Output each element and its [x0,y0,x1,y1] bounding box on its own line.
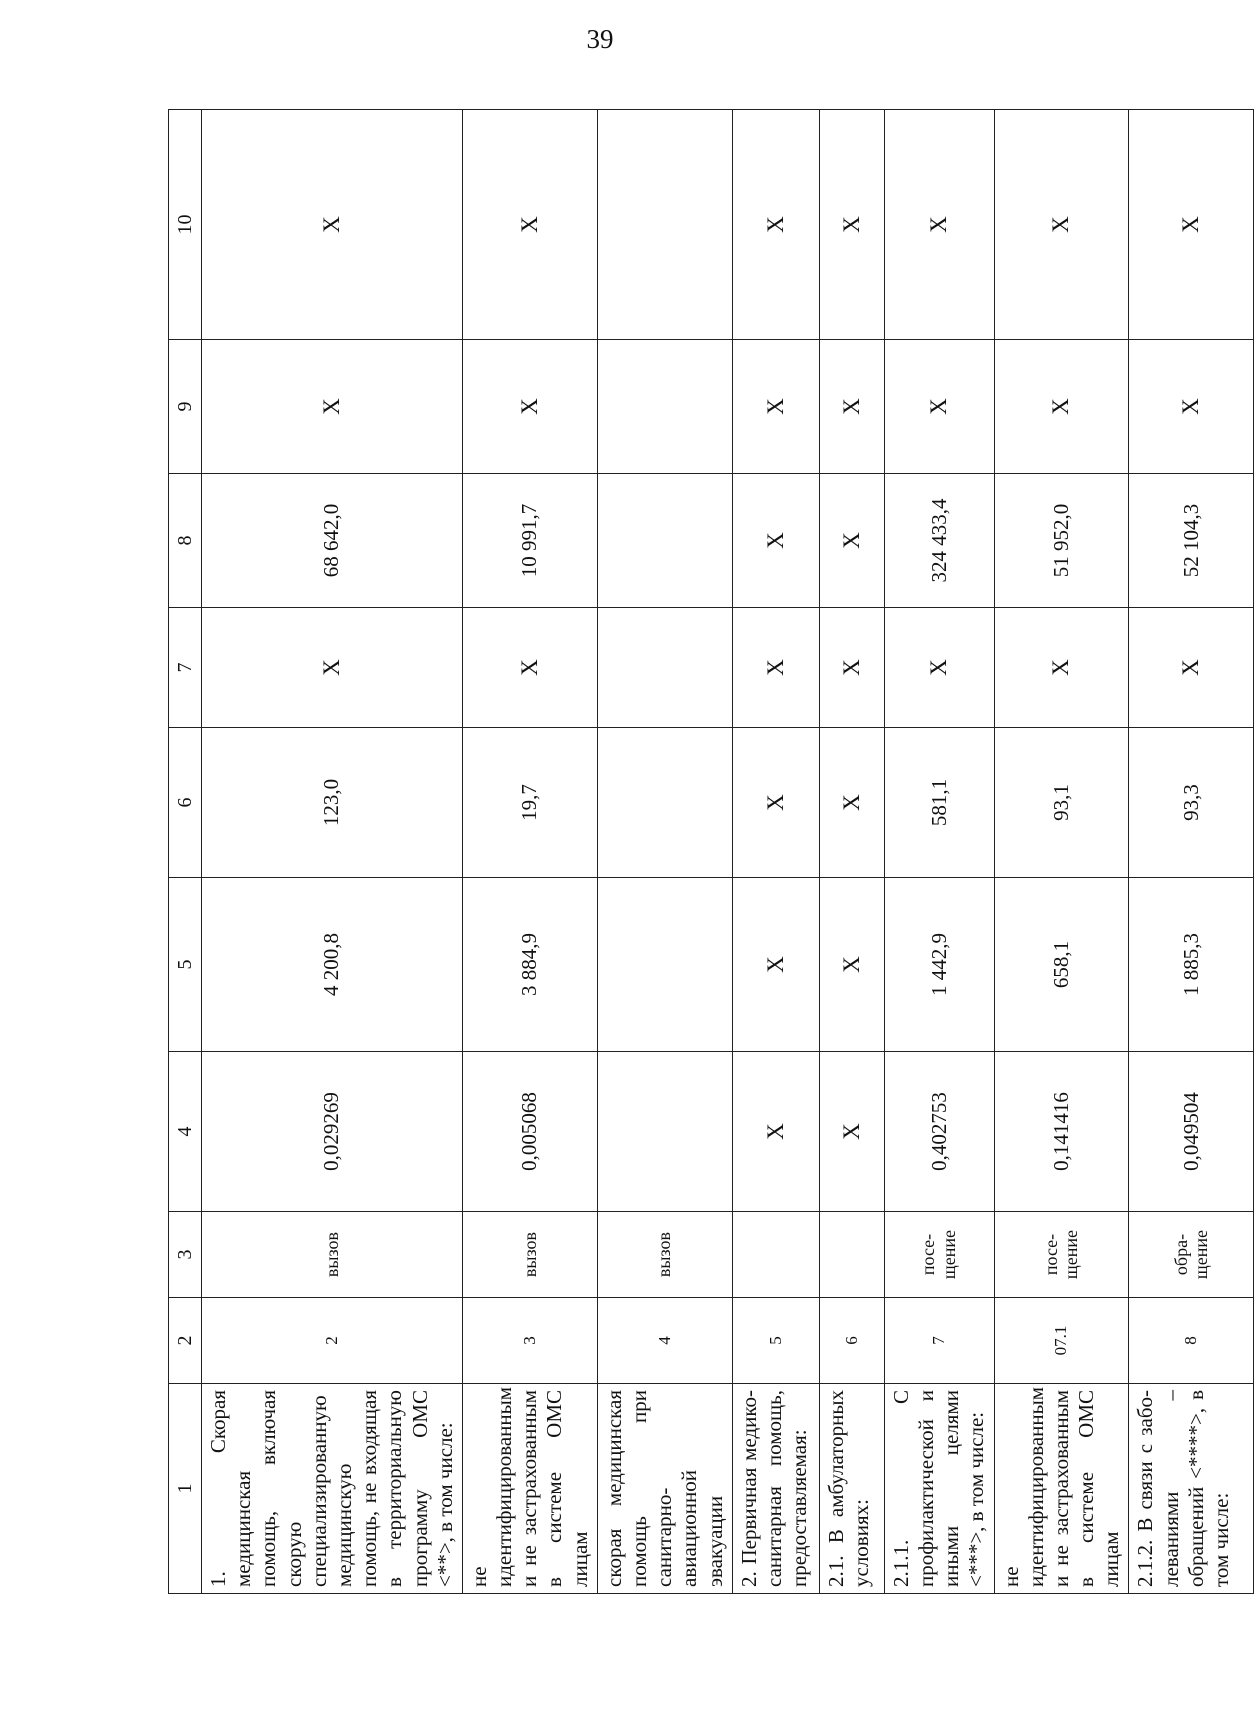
rotated-table-container [168,110,1233,1594]
table-row [1129,110,1254,1594]
cell-col8: X [819,474,884,608]
row-code: 6 [819,1298,884,1384]
cell-col6: X [819,728,884,878]
cell-col10: X [884,110,994,340]
cell-col5: 658,1 [994,878,1129,1052]
cell-col10 [597,110,732,340]
cell-col7: X [819,608,884,728]
row-unit: посе-щение [884,1212,994,1298]
cell-col10: X [462,110,597,340]
row-name: не идентифицированным и не застрахованным в системе ОМС лицам [462,1384,597,1594]
cell-col10: X [1129,110,1254,340]
data-table [168,109,1254,1594]
column-header: 7 [169,608,202,728]
cell-col6: 19,7 [462,728,597,878]
cell-col4: 0,402753 [884,1052,994,1212]
cell-col4 [597,1052,732,1212]
row-unit: обра-щение [1129,1212,1254,1298]
table-row [884,110,994,1594]
cell-col8: 52 104,3 [1129,474,1254,608]
cell-col4: 0,141416 [994,1052,1129,1212]
page-number: 39 [586,24,614,54]
table-header-row [169,110,202,1594]
table-row [994,110,1129,1594]
row-unit: вызов [597,1212,732,1298]
cell-col8: 51 952,0 [994,474,1129,608]
row-unit: вызов [202,1212,463,1298]
cell-col6 [597,728,732,878]
cell-col9: X [202,340,463,474]
column-header: 2 [169,1298,202,1384]
table-row [819,110,884,1594]
cell-col6: 93,1 [994,728,1129,878]
cell-col9 [597,340,732,474]
table-row [202,110,463,1594]
cell-col10: X [994,110,1129,340]
cell-col4: 0,029269 [202,1052,463,1212]
column-header: 1 [169,1384,202,1594]
cell-col5: 1 885,3 [1129,878,1254,1052]
row-code: 4 [597,1298,732,1384]
cell-col5: 1 442,9 [884,878,994,1052]
row-unit [732,1212,819,1298]
cell-col6: 123,0 [202,728,463,878]
table-row [597,110,732,1594]
cell-col9: X [819,340,884,474]
cell-col9: X [462,340,597,474]
row-name: 1. Скорая медицинская помощь, включая скорую специализированную медицинскую помощь, не входящая в территориальную программу ОМС <**>, в том числе: [202,1384,463,1594]
cell-col8: 10 991,7 [462,474,597,608]
row-name: 2.1. В амбулаторных условиях: [819,1384,884,1594]
column-header: 9 [169,340,202,474]
cell-col8: X [732,474,819,608]
row-name: 2.1.1. С профилактической и иными целями <***>, в том числе: [884,1384,994,1594]
cell-col5: 3 884,9 [462,878,597,1052]
cell-col7: X [202,608,463,728]
cell-col7: X [994,608,1129,728]
cell-col5: 4 200,8 [202,878,463,1052]
cell-col9: X [994,340,1129,474]
table-row [732,110,819,1594]
cell-col7: X [732,608,819,728]
row-name: скорая медицинская помощь при санитарно-авиационной эвакуации [597,1384,732,1594]
cell-col7: X [884,608,994,728]
column-header: 6 [169,728,202,878]
cell-col7: X [1129,608,1254,728]
row-name: не идентифицированным и не застрахованным в системе ОМС лицам [994,1384,1129,1594]
row-code: 8 [1129,1298,1254,1384]
table-row [462,110,597,1594]
cell-col8: 68 642,0 [202,474,463,608]
cell-col4: X [732,1052,819,1212]
cell-col10: X [732,110,819,340]
column-header: 10 [169,110,202,340]
cell-col8 [597,474,732,608]
row-name: 2. Первичная медико-санитарная помощь, предоставляемая: [732,1384,819,1594]
cell-col5: X [819,878,884,1052]
cell-col6: 581,1 [884,728,994,878]
cell-col9: X [884,340,994,474]
row-code: 07.1 [994,1298,1129,1384]
column-header: 4 [169,1052,202,1212]
row-unit: посе-щение [994,1212,1129,1298]
cell-col6: X [732,728,819,878]
row-code: 3 [462,1298,597,1384]
cell-col4: 0,005068 [462,1052,597,1212]
row-code: 7 [884,1298,994,1384]
cell-col4: X [819,1052,884,1212]
cell-col5 [597,878,732,1052]
cell-col5: X [732,878,819,1052]
cell-col8: 324 433,4 [884,474,994,608]
cell-col9: X [732,340,819,474]
cell-col10: X [202,110,463,340]
cell-col4: 0,049504 [1129,1052,1254,1212]
row-unit: вызов [462,1212,597,1298]
row-name: 2.1.2. В связи с забо-леваниями – обращений <****>, в том числе: [1129,1384,1254,1594]
column-header: 5 [169,878,202,1052]
column-header: 3 [169,1212,202,1298]
cell-col7: X [462,608,597,728]
cell-col9: X [1129,340,1254,474]
cell-col10: X [819,110,884,340]
row-code: 5 [732,1298,819,1384]
cell-col6: 93,3 [1129,728,1254,878]
cell-col7 [597,608,732,728]
column-header: 8 [169,474,202,608]
row-unit [819,1212,884,1298]
row-code: 2 [202,1298,463,1384]
